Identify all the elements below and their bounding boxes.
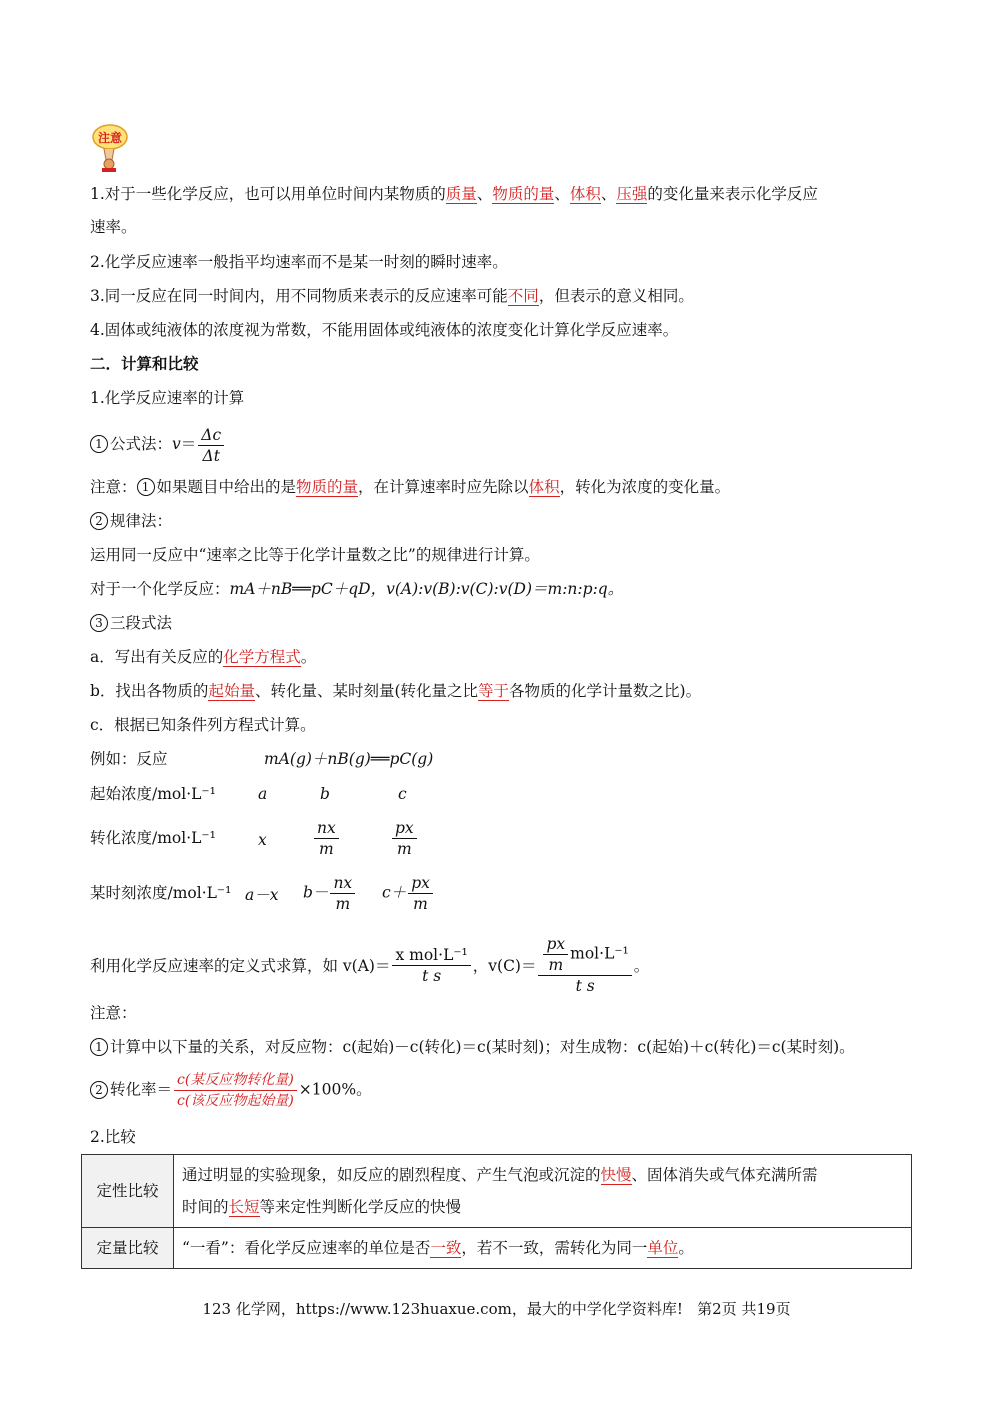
step-a: a．写出有关反应的化学方程式。 — [90, 648, 317, 666]
step-c: c．根据已知条件列方程式计算。 — [90, 716, 316, 734]
conversion-rate: 2 转化率＝ $\frac{\text{c(某反应物转化量)}}{\text{c(该反应物起始量)}}$ ×100%。 — [90, 1070, 372, 1111]
circled-number-1: 1 — [90, 435, 108, 453]
row-initial-a: a — [258, 785, 268, 803]
row-head-qualitative: 定性比较 — [82, 1155, 174, 1228]
key-mass: 质量 — [445, 185, 477, 203]
row-moment-b: b－ $\frac{nx}{m}$ — [303, 873, 357, 914]
row-change-c: $\frac{px}{m}$ — [390, 818, 419, 859]
note-method-1: 注意： 1 如果题目中给出的是物质的量，在计算速率时应先除以体积，转化为浓度的变化量。 — [90, 478, 731, 496]
method-1: 1 公式法：v＝ $\frac{\Delta c}{\Delta t}$ — [90, 425, 226, 466]
formula-fraction: $\frac{\Delta c}{\Delta t}$ — [198, 425, 224, 466]
note-2: 2.化学反应速率一般指平均速率而不是某一时刻的瞬时速率。 — [90, 253, 508, 271]
row-moment-a: a－x — [245, 886, 279, 904]
page-footer — [0, 1298, 993, 1319]
method-2: 2 规律法： — [90, 510, 172, 532]
step-b: b．找出各物质的起始量、转化量、某时刻量(转化量之比等于各物质的化学计量数之比)。 — [90, 682, 702, 700]
section-title: 二．计算和比较 — [90, 355, 199, 373]
row-change-b: $\frac{nx}{m}$ — [312, 818, 341, 859]
note-2-line-1: 1 计算中以下量的关系，对反应物：c(起始)－c(转化)＝c(某时刻)；对生成物：c(起始)＋c(转化)＝c(某时刻)。 — [90, 1036, 855, 1058]
row-initial-label: 起始浓度/mol·L⁻¹ — [90, 785, 216, 803]
subsection-1: 1.化学反应速率的计算 — [90, 389, 245, 407]
row-moment-label: 某时刻浓度/mol·L⁻¹ — [90, 884, 232, 902]
row-head-quantitative: 定量比较 — [82, 1228, 174, 1269]
key-amount: 物质的量 — [492, 185, 555, 203]
row-quantitative-content: “一看”：看化学反应速率的单位是否一致，若不一致，需转化为同一单位。 — [174, 1228, 912, 1269]
method-3: 3 三段式法 — [90, 612, 172, 634]
row-initial-b: b — [320, 785, 330, 803]
table-row — [82, 1228, 912, 1269]
note-1: 1.对于一些化学反应，也可以用单位时间内某物质的质量、物质的量、体积、压强的变化量来表示化学反应 — [90, 185, 818, 203]
key-pressure: 压强 — [616, 185, 648, 203]
key-volume: 体积 — [569, 185, 601, 203]
note-3: 3.同一反应在同一时间内，用不同物质来表示的反应速率可能不同，但表示的意义相同。 — [90, 287, 694, 305]
page-number: 第2页 共19页 — [697, 1300, 791, 1318]
method-2-line-1: 运用同一反应中“速率之比等于化学计量数之比”的规律进行计算。 — [90, 546, 540, 564]
footer-text: 123 化学网，https://www.123huaxue.com，最大的中学化学资料库! — [202, 1300, 683, 1318]
key-different: 不同 — [507, 287, 539, 305]
row-initial-c: c — [398, 785, 407, 803]
row-change-a: x — [258, 831, 267, 849]
row-qualitative-content: 通过明显的实验现象，如反应的剧烈程度、产生气泡或沉淀的快慢、固体消失或气体充满所需 时间的长短等来定性判断化学反应的快慢 — [174, 1155, 912, 1228]
row-change-label: 转化浓度/mol·L⁻¹ — [90, 829, 216, 847]
comparison-table — [81, 1154, 912, 1269]
notice-icon — [90, 122, 134, 174]
example-label: 例如：反应 — [90, 750, 168, 768]
note-1-cont: 速率。 — [90, 218, 137, 236]
table-row — [82, 1155, 912, 1228]
note-4: 4.固体或纯液体的浓度视为常数，不能用固体或纯液体的浓度变化计算化学反应速率。 — [90, 321, 679, 339]
notice-icon-label: 注意 — [97, 131, 123, 145]
note-2-title: 注意： — [90, 1004, 137, 1022]
subsection-2: 2.比较 — [90, 1128, 136, 1146]
example-equation: mA(g)＋nB(g)══pC(g) — [264, 750, 434, 768]
definition-line: 利用化学反应速率的定义式求算，如 v(A)＝ $\frac{\text{x mol·L⁻¹}}{\text{t s}}$ ，v(C)＝ $\frac{px}{m}$ mol·L⁻¹ t s 。 — [90, 935, 650, 995]
method-2-line-2: 对于一个化学反应：mA＋nB══pC＋qD，v(A):v(B):v(C):v(D)＝m:n:p:q。 — [90, 580, 624, 598]
row-moment-c: c＋ $\frac{px}{m}$ — [382, 873, 435, 914]
